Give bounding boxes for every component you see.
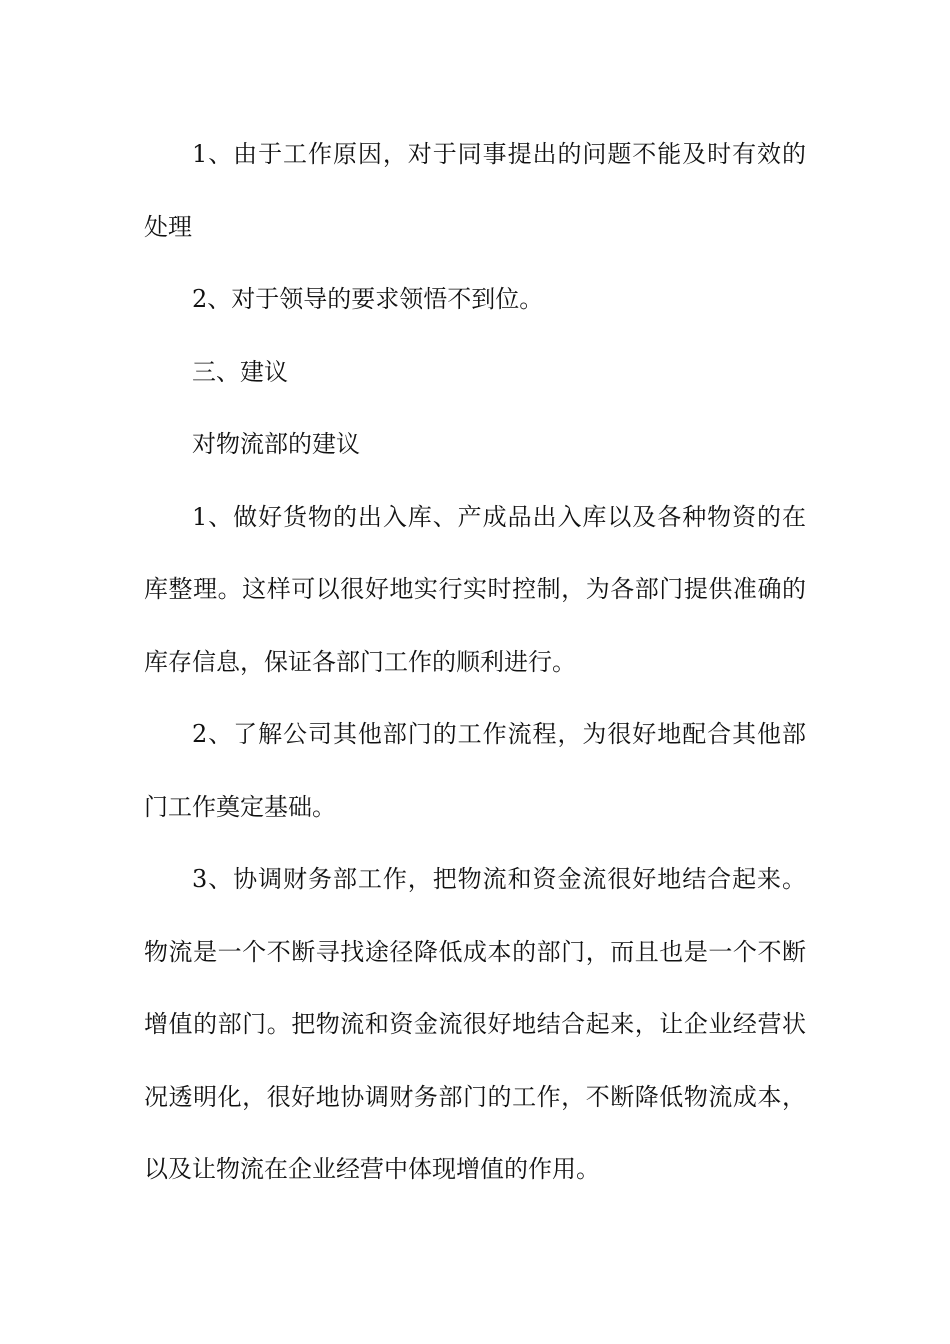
paragraph-issue-2: 2、对于领导的要求领悟不到位。: [192, 285, 544, 313]
section-heading-suggestions: 三、建议: [192, 357, 288, 386]
paragraph-suggestion-2: 2、了解公司其他部门的工作流程，为很好地配合其他部门工作奠定基础。: [144, 720, 806, 821]
paragraph-suggestion-3: 3、协调财务部工作，把物流和资金流很好地结合起来。物流是一个不断寻找途径降低成本的部门，而且也是一个不断增值的部门。把物流和资金流很好地结合起来，让企业经营状况透明化，很好地协调财务部门的工作，不断降低物流成本，以及让物流在企业经营中体现增值的作用。: [144, 865, 806, 1183]
paragraph-suggestion-1: 1、做好货物的出入库、产成品出入库以及各种物资的在库整理。这样可以很好地实行实时控制，为各部门提供准确的库存信息，保证各部门工作的顺利进行。: [144, 502, 806, 676]
document-body: [144, 118, 806, 1206]
subheading-logistics-suggestions: 对物流部的建议: [192, 430, 360, 458]
paragraph-issue-1: 1、由于工作原因，对于同事提出的问题不能及时有效的处理: [144, 140, 806, 241]
